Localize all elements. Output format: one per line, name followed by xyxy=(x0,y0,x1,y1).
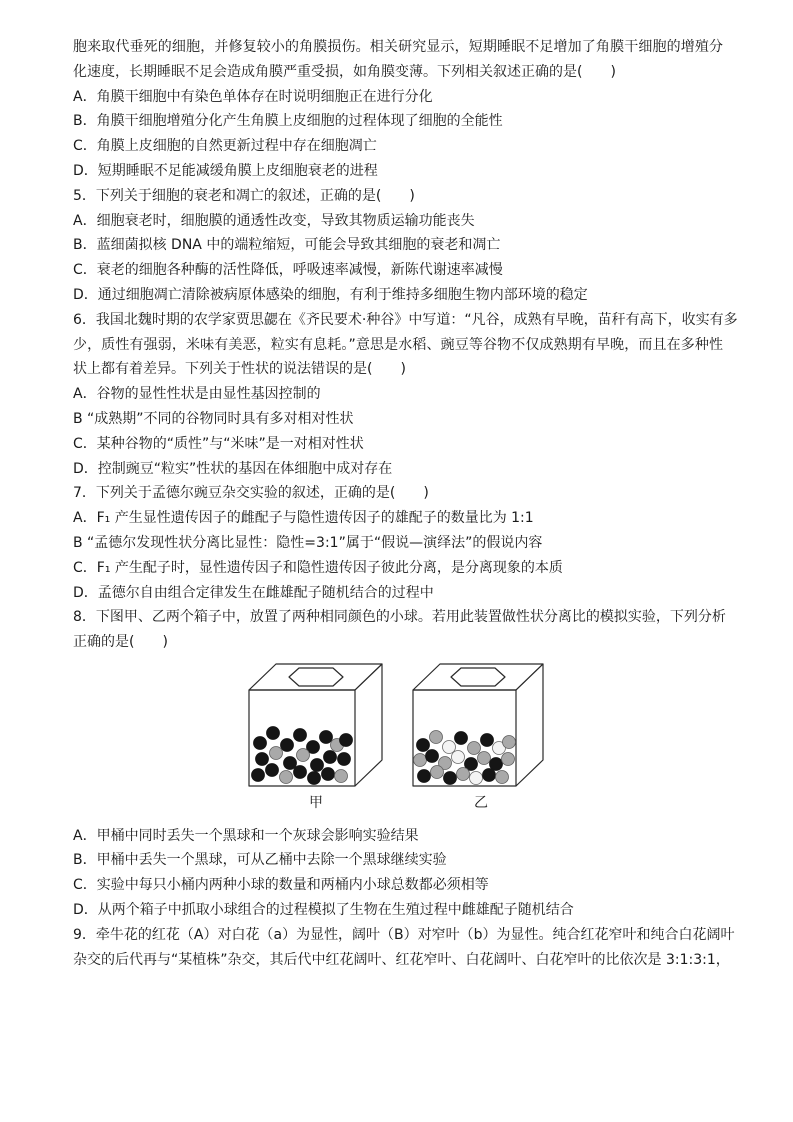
question-4-option-c: C．角膜上皮细胞的自然更新过程中存在细胞凋亡 xyxy=(73,138,377,155)
ball-gray xyxy=(496,770,509,783)
ball-black xyxy=(444,771,457,784)
question-8-figure xyxy=(73,655,723,824)
ball-gray xyxy=(503,735,516,748)
question-5-option-a: A．细胞衰老时，细胞膜的通透性改变，导致其物质运输功能丧失 xyxy=(73,212,475,229)
question-8-option-a: A．甲桶中同时丢失一个黑球和一个灰球会影响实验结果 xyxy=(73,827,419,844)
box-jia-hexagon-opening xyxy=(289,668,343,686)
question-8-option-c: C．实验中每只小桶内两种小球的数量和两桶内小球总数都必须相等 xyxy=(73,877,489,894)
question-5-option-d: D．通过细胞凋亡清除被病原体感染的细胞，有利于维持多细胞生物内部环境的稳定 xyxy=(73,286,588,303)
question-5-option-c: C．衰老的细胞各种酶的活性降低，呼吸速率减慢，新陈代谢速率减慢 xyxy=(73,262,503,279)
ball-black xyxy=(324,750,337,763)
ball-gray xyxy=(414,753,427,766)
question-4-option-b: B．角膜干细胞增殖分化产生角膜上皮细胞的过程体现了细胞的全能性 xyxy=(73,113,503,130)
ball-gray xyxy=(431,765,444,778)
ball-black xyxy=(338,752,351,765)
question-8-option-b: B．甲桶中丢失一个黑球，可从乙桶中去除一个黑球继续实验 xyxy=(73,852,447,869)
question-5-option-b: B．蓝细菌拟核 DNA 中的端粒缩短，可能会导致其细胞的衰老和凋亡 xyxy=(73,237,501,254)
ball-gray xyxy=(502,752,515,765)
question-4-option-a: A．角膜干细胞中有染色单体存在时说明细胞正在进行分化 xyxy=(73,88,433,105)
ball-black xyxy=(252,768,265,781)
ball-gray xyxy=(270,746,283,759)
ball-black xyxy=(320,730,333,743)
ball-black xyxy=(311,758,324,771)
ball-black xyxy=(294,728,307,741)
question-6-stem-line-3: 状上都有着差异。下列关于性状的说法错误的是( ) xyxy=(73,361,406,378)
ball-white xyxy=(452,750,465,763)
ball-white xyxy=(443,740,456,753)
ball-black xyxy=(281,738,294,751)
ball-black xyxy=(340,733,353,746)
ball-black xyxy=(254,736,267,749)
question-6-option-d: D．控制豌豆“粒实”性状的基因在体细胞中成对存在 xyxy=(73,460,393,477)
ball-gray xyxy=(430,730,443,743)
question-8-stem-line-2: 正确的是( ) xyxy=(73,634,168,651)
question-7-option-d: D．孟德尔自由组合定律发生在雌雄配子随机结合的过程中 xyxy=(73,584,434,601)
box-jia-side-face xyxy=(355,664,382,786)
question-6-stem-line-2: 少，质性有强弱，米味有美恶，粒实有息耗。”意思是水稻、豌豆等谷物不仅成熟期有早晚，而且在多种性 xyxy=(73,336,723,353)
ball-black xyxy=(418,769,431,782)
ball-black xyxy=(308,771,321,784)
box-yi-hexagon-opening xyxy=(451,668,505,686)
exam-text xyxy=(73,35,738,972)
ball-black xyxy=(267,726,280,739)
ball-gray xyxy=(335,769,348,782)
ball-black xyxy=(483,768,496,781)
ball-gray xyxy=(478,751,491,764)
ball-black xyxy=(266,763,279,776)
question-6-option-b: B “成熟期”不同的谷物同时具有多对相对性状 xyxy=(73,410,354,427)
question-6-option-c: C．某种谷物的“质性”与“米味”是一对相对性状 xyxy=(73,435,364,452)
question-7-option-c: C．F₁ 产生配子时，显性遗传因子和隐性遗传因子彼此分离，是分离现象的本质 xyxy=(73,559,563,576)
question-4-stem-line-2: 化速度，长期睡眠不足会造成角膜严重受损，如角膜变薄。下列相关叙述正确的是( ) xyxy=(73,63,616,80)
ball-black xyxy=(284,756,297,769)
box-yi-balls xyxy=(414,730,516,784)
ball-gray xyxy=(457,767,470,780)
ball-black xyxy=(294,765,307,778)
question-9-stem-line-1: 9．牵牛花的红花（A）对白花（a）为显性，阔叶（B）对窄叶（b）为显性。纯合红花窄叶和纯合白花阔叶 xyxy=(73,926,735,943)
ball-black xyxy=(455,731,468,744)
question-6-option-a: A．谷物的显性性状是由显性基因控制的 xyxy=(73,386,321,403)
question-5-stem-line-1: 5．下列关于细胞的衰老和凋亡的叙述，正确的是( ) xyxy=(73,187,415,204)
question-7-stem-line-1: 7．下列关于孟德尔豌豆杂交实验的叙述，正确的是( ) xyxy=(73,485,429,502)
ball-gray xyxy=(468,741,481,754)
figure-label-jia: 甲 xyxy=(309,794,323,811)
ball-black xyxy=(481,733,494,746)
box-yi-side-face xyxy=(516,664,543,786)
ball-black xyxy=(426,749,439,762)
ball-boxes-illustration xyxy=(240,655,560,820)
figure-label-yi: 乙 xyxy=(474,794,488,811)
question-4-option-d: D．短期睡眠不足能减缓角膜上皮细胞衰老的进程 xyxy=(73,162,378,179)
ball-black xyxy=(322,767,335,780)
ball-white xyxy=(470,771,483,784)
ball-black xyxy=(417,738,430,751)
question-7-option-b: B “孟德尔发现性状分离比显性：隐性=3:1”属于“假说—演绎法”的假说内容 xyxy=(73,534,543,551)
question-7-option-a: A．F₁ 产生显性遗传因子的雌配子与隐性遗传因子的雄配子的数量比为 1:1 xyxy=(73,510,534,527)
question-8-stem-line-1: 8．下图甲、乙两个箱子中，放置了两种相同颜色的小球。若用此装置做性状分离比的模拟实验，下列分析 xyxy=(73,609,726,626)
question-4-stem-line-1: 胞来取代垂死的细胞，并修复较小的角膜损伤。相关研究显示，短期睡眠不足增加了角膜干细胞的增殖分 xyxy=(73,39,723,55)
question-9-stem-line-2: 杂交的后代再与“某植株”杂交，其后代中红花阔叶、红花窄叶、白花阔叶、白花窄叶的比依次是 3:1:3:1， xyxy=(73,951,730,968)
ball-gray xyxy=(297,748,310,761)
question-8-option-d: D．从两个箱子中抓取小球组合的过程模拟了生物在生殖过程中雌雄配子随机结合 xyxy=(73,901,574,918)
ball-gray xyxy=(280,770,293,783)
question-6-stem-line-1: 6．我国北魏时期的农学家贾思勰在《齐民要术·种谷》中写道：“凡谷，成熟有早晚，苗秆有高下，收实有多 xyxy=(73,311,738,328)
box-jia-balls xyxy=(252,726,353,784)
ball-black xyxy=(256,752,269,765)
